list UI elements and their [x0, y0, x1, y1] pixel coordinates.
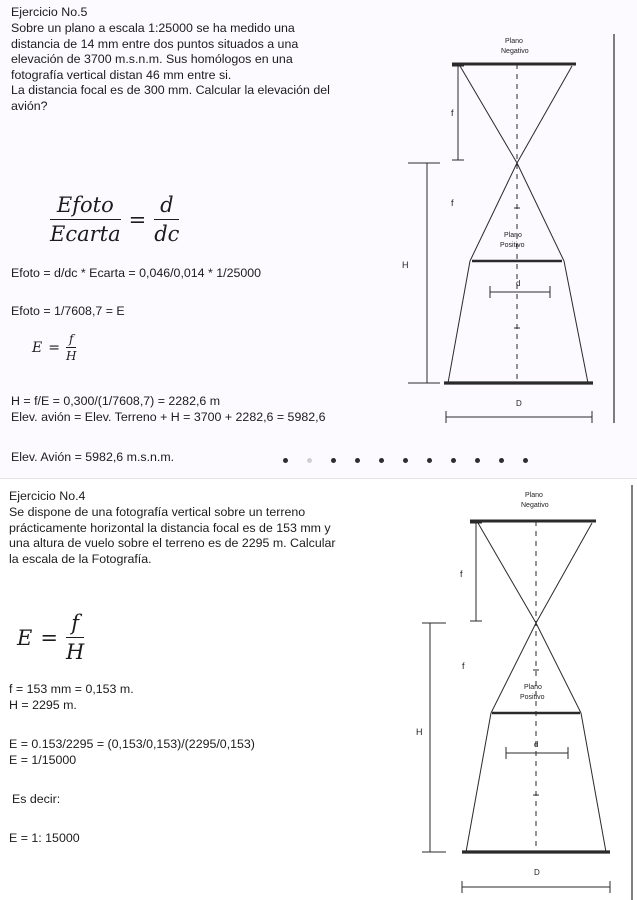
carousel-dot[interactable]: [379, 458, 384, 463]
formula-denominator: dc: [154, 222, 180, 246]
equals-sign: =: [40, 625, 58, 650]
label-d: d: [534, 740, 539, 749]
carousel-pagination: [283, 458, 528, 463]
scale-formula: [17, 611, 84, 664]
label-plano-positivo: Plano: [504, 232, 522, 239]
calc-step: E = 0.153/2295 = (0,153/0,153)/(2295/0,153): [9, 737, 255, 751]
problem-line: la escala de la Fotografía.: [9, 551, 152, 566]
formula-lhs: E: [32, 339, 43, 356]
final-result: Elev. Avión = 5982,6 m.s.n.m.: [11, 450, 175, 464]
problem-statement: [11, 21, 330, 114]
label-plano-positivo: Positivo: [520, 694, 545, 701]
calc-step: H = f/E = 0,300/(1/7608,7) = 2282,6 m: [11, 394, 221, 408]
carousel-dot[interactable]: [331, 458, 336, 463]
calc-step: Efoto = d/dc * Ecarta = 0,046/0,014 * 1/25000: [11, 266, 262, 280]
carousel-dot[interactable]: [283, 458, 288, 463]
label-f: f: [460, 569, 463, 579]
exercise-heading: Ejercicio No.4: [9, 489, 86, 503]
label-plano-negativo: Negativo: [501, 48, 529, 55]
problem-line: prácticamente horizontal la distancia focal es de 153 mm y: [9, 520, 331, 535]
exercise-heading: Ejercicio No.5: [11, 5, 88, 19]
label-H: H: [416, 727, 423, 737]
formula-numerator: d: [160, 193, 174, 217]
label-f: f: [451, 198, 454, 208]
formula-denominator: H: [65, 349, 77, 363]
label-plano-negativo: Plano: [525, 492, 543, 499]
carousel-dot[interactable]: [451, 458, 456, 463]
label-plano-negativo: Plano: [505, 38, 523, 45]
problem-statement: [9, 505, 335, 567]
problem-line: La distancia focal es de 300 mm. Calcular la elevación del: [11, 83, 330, 97]
equals-sign: =: [48, 339, 60, 356]
formula-denominator: H: [65, 640, 85, 664]
equals-sign: =: [128, 207, 147, 232]
carousel-dot[interactable]: [475, 458, 480, 463]
scale-ratio-formula: [50, 193, 179, 246]
geometry-diagram: [408, 485, 637, 900]
label-D: D: [534, 868, 540, 877]
label-plano-negativo: Negativo: [521, 502, 549, 509]
problem-line: avión?: [11, 98, 48, 113]
label-f: f: [451, 108, 454, 118]
label-D: D: [516, 399, 522, 408]
problem-line: distancia de 14 mm entre dos puntos situados a una: [11, 36, 299, 51]
carousel-dot[interactable]: [355, 458, 360, 463]
formula-lhs: E: [17, 625, 33, 650]
formula-numerator: Efoto: [56, 193, 114, 217]
label-H: H: [402, 260, 409, 270]
slide-exercise-4: [0, 478, 637, 900]
geometry-diagram: [380, 28, 620, 428]
problem-line: Se dispone de una fotografía vertical sobre un terreno: [9, 505, 306, 519]
calc-step: E = 1/15000: [9, 753, 77, 767]
formula-numerator: f: [68, 332, 74, 346]
formula-numerator: f: [71, 611, 79, 635]
problem-line: elevación de 3700 m.s.n.m. Sus homólogos en una: [11, 52, 293, 66]
given-value: f = 153 mm = 0,153 m.: [9, 682, 134, 696]
calc-step: Efoto = 1/7608,7 = E: [11, 304, 125, 318]
scale-formula: [32, 332, 76, 363]
formula-denominator: Ecarta: [50, 222, 121, 246]
calc-step: Elev. avión = Elev. Terreno + H = 3700 + 2282,6 = 5982,6: [11, 410, 326, 424]
problem-line: Sobre un plano a escala 1:25000 se ha medido una: [11, 21, 295, 35]
final-result: E = 1: 15000: [9, 831, 80, 845]
label-d: d: [516, 279, 521, 288]
label-f: f: [462, 661, 465, 671]
label-plano-positivo: Plano: [524, 684, 542, 691]
carousel-dot-active[interactable]: [307, 458, 312, 463]
problem-line: una altura de vuelo sobre el terreno es de 2295 m. Calcular: [9, 536, 336, 550]
problem-line: fotografía vertical distan 46 mm entre si.: [11, 67, 232, 82]
carousel-dot[interactable]: [403, 458, 408, 463]
conclusion-label: Es decir:: [12, 792, 61, 806]
carousel-dot[interactable]: [499, 458, 504, 463]
label-plano-positivo: Positivo: [500, 242, 525, 249]
carousel-dot[interactable]: [427, 458, 432, 463]
carousel-dot[interactable]: [523, 458, 528, 463]
given-value: H = 2295 m.: [9, 698, 77, 712]
